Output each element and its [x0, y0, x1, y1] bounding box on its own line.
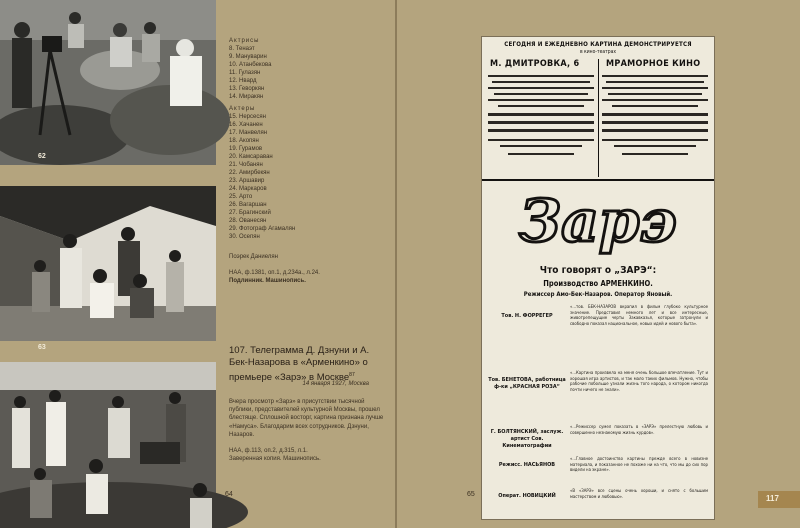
list-item: 15. Нерсесян	[229, 114, 266, 120]
list-item: 21. Чобанян	[229, 162, 263, 168]
photo-film-crew	[0, 0, 216, 165]
list-item: 17. Манвелян	[229, 130, 268, 136]
logo-text: Зарэ	[519, 187, 677, 255]
photo-group-in-tent-icon	[0, 186, 216, 341]
page-number: 64	[225, 491, 233, 498]
list-item: 18. Акопян	[229, 138, 259, 144]
list-item: 24. Маркаров	[229, 186, 267, 192]
actresses-list	[229, 45, 389, 101]
clipping-credits: Режиссер Амо-Бек-Назаров. Оператор Яновый.	[523, 291, 673, 298]
quote-author: Тов. Н. ФОРРЕГЕР	[501, 313, 553, 319]
list-item: 25. Арто	[229, 194, 253, 200]
clipping-banner: СЕГОДНЯ И ЕЖЕДНЕВНО КАРТИНА ДЕМОНСТРИРУЕТСЯ	[504, 41, 692, 48]
list-item: 30. Осепян	[229, 234, 260, 240]
list-item: 10. Атанбекова	[229, 62, 272, 68]
clipping-subbanner: в кино-театрах	[579, 49, 617, 55]
footnote-ref: 87	[349, 372, 355, 378]
document-date: 14 января 1927, Москва	[302, 381, 369, 387]
list-item: 22. Амирбекян	[229, 170, 270, 176]
list-item: 13. Геворкян	[229, 86, 265, 92]
divider	[482, 179, 714, 181]
document-title-text: 107. Телеграмма Д. Дзнуни и А. Бек-Назарова в «Арменкино» о премьере «Зарэ» в Москве	[229, 345, 370, 384]
document-source	[229, 447, 389, 463]
photo-number: 63	[38, 344, 46, 351]
clipping-production: Производство АРМЕНКИНО.	[543, 279, 653, 288]
quote-text: «...Картина произвела на меня очень большое впечатление. Тут и хорошая игра артистов, и так мало таких фильмов. Нужно, чтобы рабочие побольше узнали жизнь того народа, о котором никогда почти ничего не знали».	[570, 371, 708, 393]
list-item: 14. Миракян	[229, 94, 264, 100]
quote-author: Режисс. НАСЬЯНОВ	[498, 462, 556, 468]
left-page	[0, 0, 395, 528]
folio-badge	[758, 491, 800, 508]
photo-villagers	[0, 362, 216, 528]
page-number: 65	[467, 491, 475, 498]
photo-villagers-gathering-icon	[0, 362, 216, 528]
document-title	[229, 345, 389, 384]
clipping-headline: Что говорят о „ЗАРЭ“:	[539, 265, 657, 276]
list-item: 29. Фотограф Агамалян	[229, 226, 296, 232]
cinema-right: МРАМОРНОЕ КИНО	[606, 59, 701, 69]
photo-tent-group	[0, 186, 216, 351]
list-item: 23. Аршавир	[229, 178, 265, 184]
archive-source: НАА, ф.113, оп.2, д.315, л.1.	[229, 448, 308, 454]
folio-number: 117	[766, 494, 779, 503]
quote-author: Г. БОЛТЯНСКИЙ, заслуж. артист Сов. Кинематографии	[490, 429, 564, 449]
column-divider	[598, 59, 599, 177]
list-item: 26. Вагаршан	[229, 202, 267, 208]
list-item: 12. Нвард	[229, 78, 257, 84]
quote-text: «...Режиссер сумел показать в «ЗАРЭ» прелестную любовь и совершенно незнакомую жизнь курдов».	[570, 425, 708, 436]
list-item: 16. Хачанен	[229, 122, 263, 128]
quote-author: Тов. БЕНЕТОВА, работница ф-ки „КРАСНАЯ РОЗА“	[488, 377, 566, 390]
schedule-left-icon	[488, 73, 594, 177]
quote-author: Операт. НОВИЦКИЙ	[498, 493, 556, 499]
photo-film-crew-on-rocks-icon	[0, 0, 216, 165]
list-item: 20. Камсараван	[229, 154, 273, 160]
cast-list	[229, 37, 389, 285]
list-item: 28. Ованесян	[229, 218, 267, 224]
zare-logo-icon	[490, 187, 706, 253]
archive-note: Подлинник. Машинопись.	[229, 278, 306, 284]
list-item: 9. Мануварин	[229, 54, 267, 60]
cinema-left: М. ДМИТРОВКА, 6	[490, 59, 580, 69]
list-item: 19. Гурамов	[229, 146, 263, 152]
document-body: Вчера просмотр «Зарэ» в присутствии тысячной публики, представителей культурной Москвы, прошел блестяще. Сплошной восторг, картина признана лучше «Намуса». Благодарим всех сотрудников. Дзнуни, Назаров.	[229, 399, 384, 438]
photo-number: 62	[38, 153, 46, 160]
archive-source: НАА, ф.1381, оп.1, д.234а., л.24.	[229, 270, 320, 276]
quote-text: «...Главное достоинство картины прежде всего в новизне материала, и показанное не похоже ни на что, что мы до сих пор видели на экране».	[570, 457, 708, 474]
list-item: 27. Брагинский	[229, 210, 271, 216]
list-item: 11. Гулазян	[229, 70, 261, 76]
quote-text: «В «ЗАРЭ» все сцены очень хороши, и снято с большим мастерством и любовью».	[570, 489, 708, 500]
list-item: 8. Тенаэт	[229, 46, 255, 52]
archive-note: Заверенная копия. Машинопись.	[229, 456, 321, 462]
schedule-right-icon	[602, 73, 708, 177]
newspaper-clipping	[481, 36, 715, 520]
quote-text: «...тов. БЕК-НАЗАРОВ вкрапил в фильм глубоко культурное значение. Представил немного лет и все интересные, животрепещущие черты Закавказья, которые затронули и свободно показал национальное, новых идей и нового быта».	[570, 305, 708, 327]
signature: Поэрек Даниелян	[229, 254, 278, 260]
actresses-header: Актрисы	[229, 38, 260, 44]
actors-list	[229, 113, 389, 241]
actors-header: Актеры	[229, 106, 256, 112]
